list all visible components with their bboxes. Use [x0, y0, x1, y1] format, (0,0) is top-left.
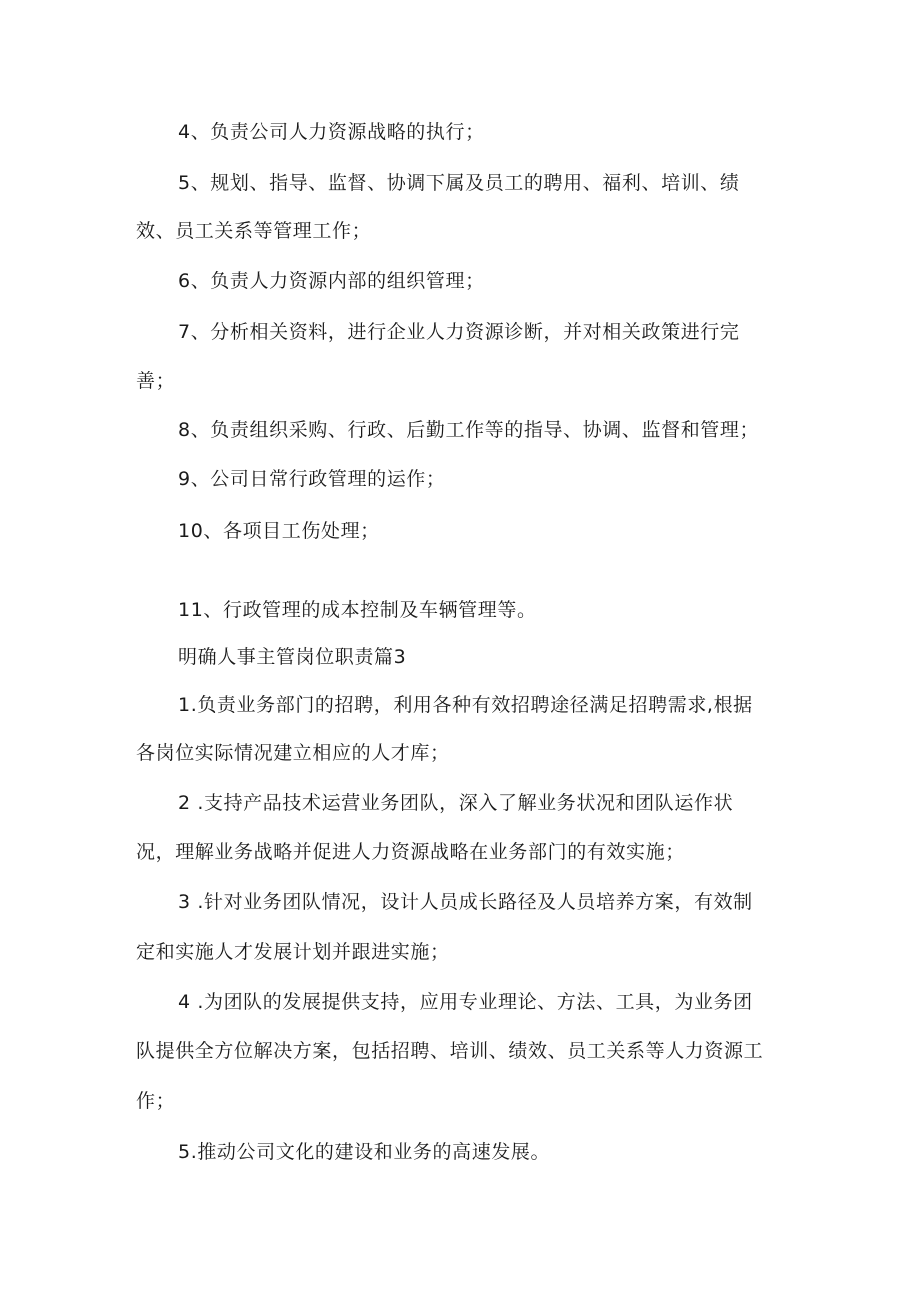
paragraph-line: 效、员工关系等管理工作；: [136, 220, 372, 242]
paragraph-line: 1.负责业务部门的招聘，利用各种有效招聘途径满足招聘需求,根据: [178, 694, 753, 716]
paragraph-line: 9、公司日常行政管理的运作；: [178, 468, 446, 490]
paragraph-line: 4、负责公司人力资源战略的执行；: [178, 121, 485, 143]
paragraph-line: 11、行政管理的成本控制及车辆管理等。: [178, 599, 537, 621]
paragraph-line: 10、各项目工伤处理；: [178, 520, 380, 542]
paragraph-line: 8、负责组织采购、行政、后勤工作等的指导、协调、监督和管理；: [178, 419, 760, 441]
paragraph-line: 5.推动公司文化的建设和业务的高速发展。: [178, 1141, 551, 1163]
paragraph-line: 2 .支持产品技术运营业务团队，深入了解业务状况和团队运作状: [178, 792, 734, 814]
section-heading: 明确人事主管岗位职责篇3: [178, 646, 407, 668]
paragraph-line: 7、分析相关资料，进行企业人力资源诊断，并对相关政策进行完: [178, 321, 740, 343]
paragraph-line: 作；: [136, 1090, 176, 1112]
paragraph-line: 6、负责人力资源内部的组织管理；: [178, 270, 485, 292]
paragraph-line: 善；: [136, 370, 176, 392]
paragraph-line: 队提供全方位解决方案，包括招聘、培训、绩效、员工关系等人力资源工: [136, 1040, 764, 1062]
paragraph-line: 定和实施人才发展计划并跟进实施；: [136, 941, 450, 963]
paragraph-line: 4 .为团队的发展提供支持，应用专业理论、方法、工具，为业务团: [178, 991, 753, 1013]
paragraph-line: 各岗位实际情况建立相应的人才库；: [136, 742, 450, 764]
paragraph-line: 况，理解业务战略并促进人力资源战略在业务部门的有效实施；: [136, 841, 685, 863]
paragraph-line: 3 .针对业务团队情况，设计人员成长路径及人员培养方案，有效制: [178, 891, 753, 913]
paragraph-line: 5、规划、指导、监督、协调下属及员工的聘用、福利、培训、绩: [178, 172, 740, 194]
